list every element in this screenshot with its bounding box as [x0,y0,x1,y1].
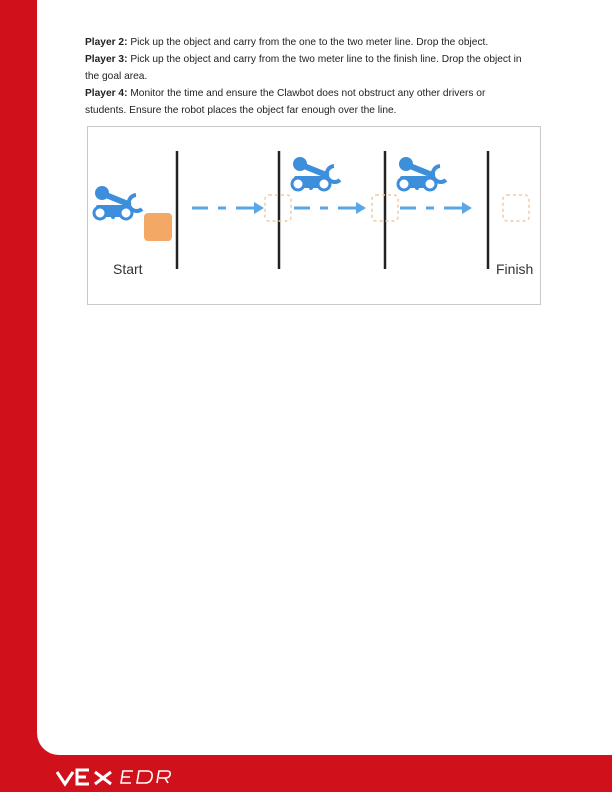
vex-edr-logo [55,766,195,788]
player-label: Player 4: [85,88,128,99]
player-text: Pick up the object and carry from the one to the two meter line. Drop the object. [127,37,489,48]
clawbot-robot-icon [398,157,446,190]
relay-diagram-art [88,127,540,304]
arrow-right-icon [294,202,366,214]
instruction-player-4 [85,85,525,119]
finish-label: Finish [496,261,534,277]
object-cube-icon [144,213,172,241]
instruction-player-3 [85,51,525,85]
arrow-right-icon [192,202,264,214]
clawbot-robot-icon [292,157,340,190]
instruction-player-2 [85,34,525,51]
arrow-right-icon [400,202,472,214]
clawbot-robot-icon [94,186,142,219]
instructions-block [85,34,525,119]
relay-diagram [87,126,541,305]
start-label: Start [113,261,143,277]
ghost-object-icon [503,195,529,221]
player-label: Player 2: [85,37,128,48]
player-label: Player 3: [85,54,128,65]
player-text: Pick up the object and carry from the two meter line to the finish line. Drop the object in the goal area. [85,54,522,82]
player-text: Monitor the time and ensure the Clawbot does not obstruct any other drivers or students. Ensure the robot places the object far enough over the line. [85,88,486,116]
